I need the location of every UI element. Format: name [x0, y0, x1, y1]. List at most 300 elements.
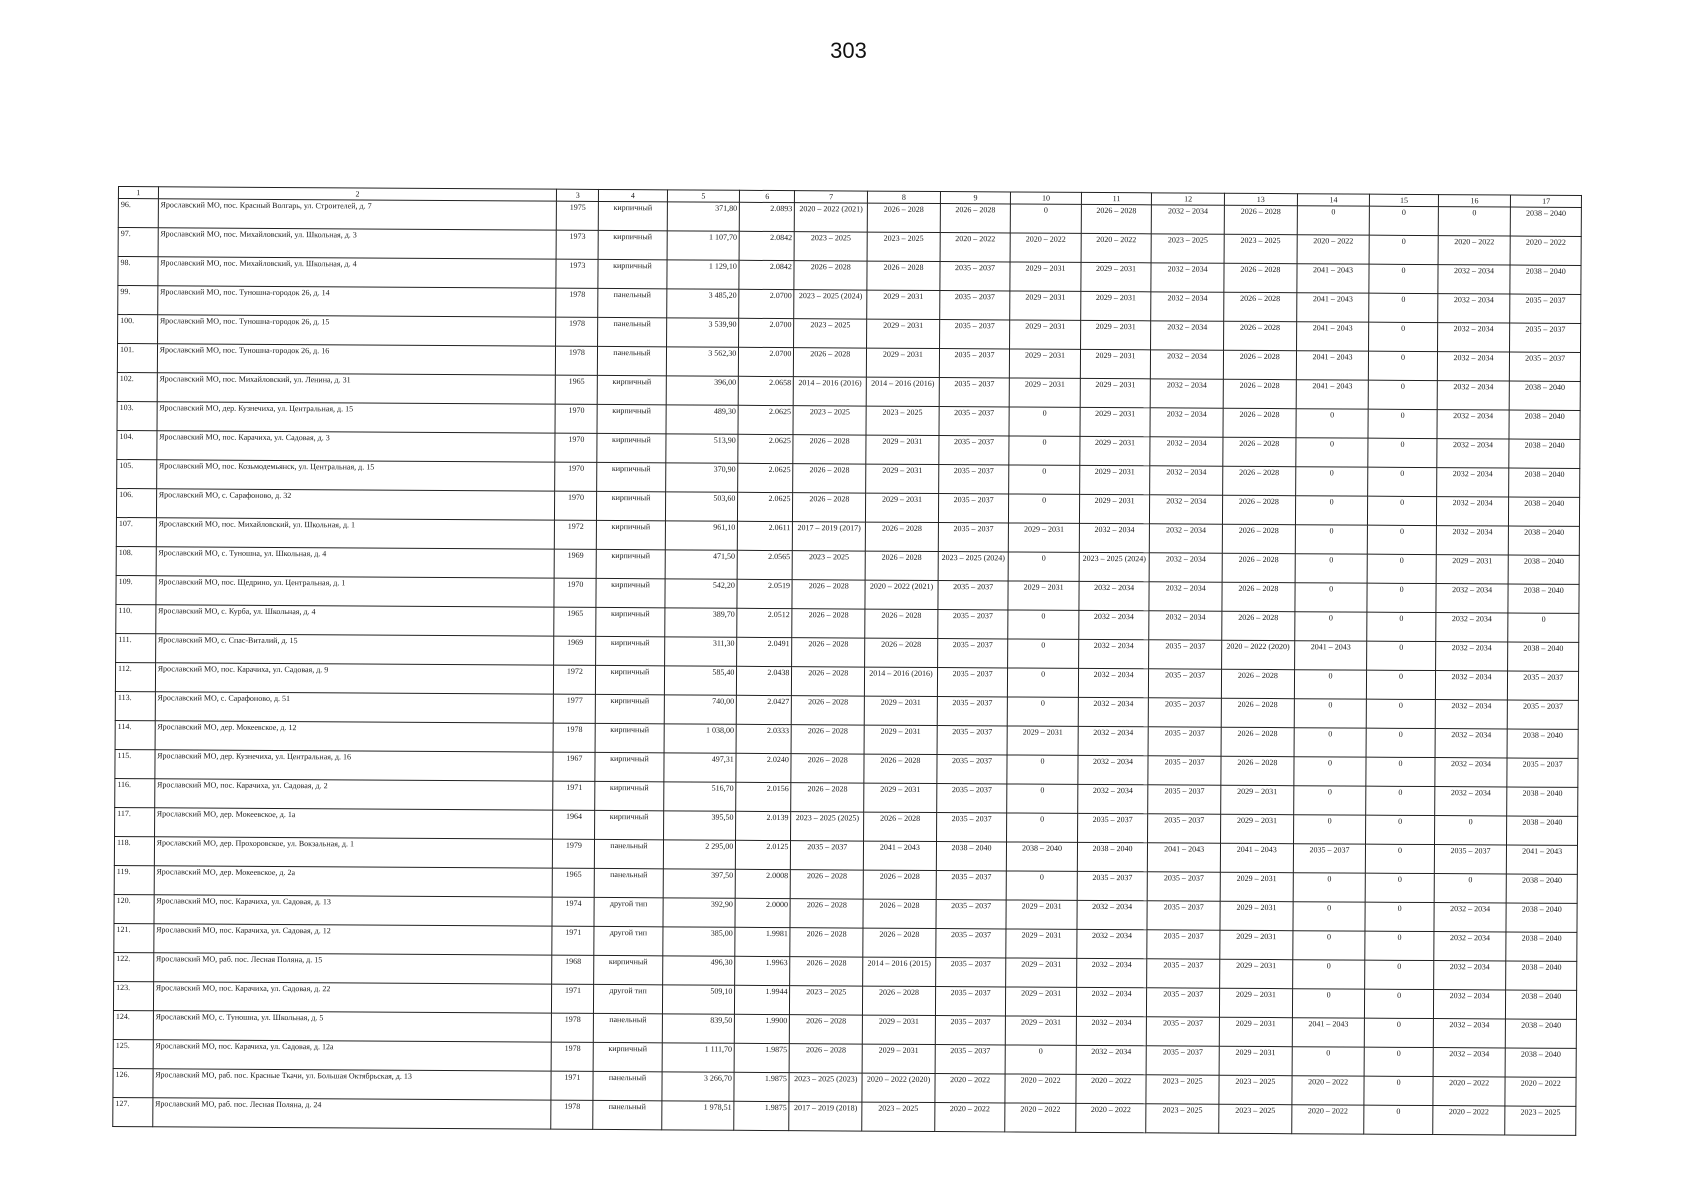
table-cell: 2032 – 2034 [1150, 379, 1223, 408]
table-cell: 2029 – 2031 [1220, 872, 1293, 901]
table-cell: 2029 – 2031 [1080, 378, 1151, 407]
table-cell: 2.0842 [739, 260, 794, 289]
table-cell: 2038 – 2040 [1509, 410, 1580, 439]
table-cell: 2.0700 [739, 318, 794, 347]
table-cell: 2026 – 2028 [792, 638, 865, 667]
table-cell: 2.0240 [736, 753, 791, 782]
table-cell: 2026 – 2028 [791, 783, 864, 812]
table-cell: 1977 [554, 694, 596, 723]
address-cell: Ярославский МО, пос. Михайловский, ул. Школьная, д. 1 [156, 518, 555, 549]
table-cell: 0 [1293, 786, 1366, 815]
table-cell: 2029 – 2031 [866, 348, 939, 377]
table-cell: 2032 – 2034 [1435, 758, 1508, 787]
table-cell: 2038 – 2040 [1505, 1048, 1576, 1077]
table-cell: 1975 [557, 201, 599, 230]
table-cell: 3 266,70 [662, 1072, 735, 1101]
table-cell: 2026 – 2028 [865, 522, 938, 551]
table-cell: 2023 – 2025 [790, 986, 863, 1015]
table-cell: 2032 – 2034 [1435, 642, 1508, 671]
table-cell: 0 [1368, 496, 1436, 525]
table-cell: 2.0893 [740, 202, 795, 231]
table-cell: 2035 – 2037 [937, 755, 1008, 784]
table-cell: 2023 – 2025 (2024) [1079, 552, 1150, 581]
table-cell: 370,90 [665, 463, 738, 492]
table-cell: 2038 – 2040 [1511, 207, 1582, 236]
table-cell: 2023 – 2025 [1151, 234, 1224, 263]
table-cell: 2035 – 2037 [1148, 814, 1221, 843]
table-cell: 2020 – 2022 [1291, 1105, 1364, 1134]
table-cell: 0 [1367, 612, 1435, 641]
table-cell: 0 [1297, 206, 1370, 235]
address-cell: Ярославский МО, дер. Кузнечиха, ул. Центральная, д. 16 [155, 750, 554, 781]
table-cell: 2032 – 2034 [1152, 205, 1225, 234]
table-cell: 1.9963 [735, 956, 790, 985]
address-cell: Ярославский МО, пос. Карачиха, ул. Садовая, д. 12 [153, 924, 552, 955]
row-number-cell: 122. [114, 952, 154, 981]
table-cell: 1965 [553, 868, 595, 897]
table-cell: 2035 – 2037 [1149, 669, 1222, 698]
table-cell: 2032 – 2034 [1435, 700, 1508, 729]
table-cell: 2020 – 2022 [1510, 236, 1581, 265]
table-cell: 2038 – 2040 [1077, 842, 1148, 871]
table-cell: 2032 – 2034 [1435, 671, 1508, 700]
row-number-cell: 126. [113, 1068, 153, 1097]
table-cell: 2020 – 2022 [1005, 1103, 1076, 1132]
table-cell: 2.0333 [736, 724, 791, 753]
table-cell: 2023 – 2025 [1146, 1075, 1219, 1104]
table-cell: 0 [1370, 206, 1438, 235]
table-cell: 2014 – 2016 (2016) [866, 377, 939, 406]
table-cell: 2035 – 2037 [1149, 640, 1222, 669]
table-cell: 2038 – 2040 [1509, 555, 1580, 584]
table-cell: кирпичный [597, 491, 665, 520]
table-cell: 497,31 [663, 753, 736, 782]
table-cell: кирпичный [596, 549, 664, 578]
row-number-cell: 127. [113, 1097, 153, 1126]
table-cell: 2041 – 2043 [1220, 843, 1293, 872]
table-cell: 0 [1364, 1105, 1432, 1134]
table-cell: 2026 – 2028 [791, 725, 864, 754]
table-cell: 2032 – 2034 [1079, 610, 1150, 639]
table-cell: 2032 – 2034 [1077, 784, 1148, 813]
table-cell: 2035 – 2037 [936, 813, 1007, 842]
table-cell: 2038 – 2040 [1007, 842, 1078, 871]
table-cell: 2029 – 2031 [1009, 378, 1080, 407]
table-cell: 2017 – 2019 (2018) [789, 1102, 862, 1131]
table-cell: 2023 – 2025 [1224, 234, 1297, 263]
table-cell: 0 [1295, 583, 1368, 612]
table-cell: кирпичный [597, 433, 665, 462]
table-cell: 2026 – 2028 [865, 551, 938, 580]
table-cell: 2035 – 2037 [939, 407, 1010, 436]
table-cell: 2032 – 2034 [1078, 639, 1149, 668]
table-cell: 2026 – 2028 [863, 870, 936, 899]
table-cell: 2038 – 2040 [1506, 1019, 1577, 1048]
table-cell: 2029 – 2031 [1436, 555, 1509, 584]
table-cell: 1978 [552, 1013, 594, 1042]
table-cell: 2029 – 2031 [1219, 988, 1292, 1017]
address-cell: Ярославский МО, пос. Красный Волгарь, ул. Строителей, д. 7 [158, 199, 557, 230]
table-cell: 2023 – 2025 [1505, 1106, 1576, 1135]
table-cell: 2029 – 2031 [1219, 1046, 1292, 1075]
address-cell: Ярославский МО, с. Туношна, ул. Школьная, д. 5 [153, 1011, 552, 1042]
address-cell: Ярославский МО, с. Курба, ул. Школьная, д. 4 [155, 605, 554, 636]
table-cell: 1978 [556, 317, 598, 346]
table-cell: 2026 – 2028 [1221, 669, 1294, 698]
column-number-header: 9 [940, 192, 1011, 204]
table-cell: 1 978,51 [661, 1101, 734, 1130]
table-cell: кирпичный [599, 201, 667, 230]
row-number-cell: 116. [115, 778, 155, 807]
table-cell: 2.0491 [737, 637, 792, 666]
table-cell: 2041 – 2043 [1507, 845, 1578, 874]
table-cell: 2032 – 2034 [1151, 292, 1224, 321]
address-cell: Ярославский МО, пос. Щедрино, ул. Центральная, д. 1 [156, 576, 555, 607]
table-cell: кирпичный [595, 752, 663, 781]
table-cell: 509,10 [662, 985, 735, 1014]
table-cell: 311,30 [664, 637, 737, 666]
table-cell: 1970 [555, 404, 597, 433]
table-cell: 2032 – 2034 [1437, 410, 1510, 439]
table-cell: 0 [1007, 813, 1078, 842]
table-cell: 2035 – 2037 [938, 494, 1009, 523]
table-cell: 2.0658 [738, 376, 793, 405]
table-cell: 0 [1293, 815, 1366, 844]
table-cell: 1979 [553, 839, 595, 868]
table-cell: 2035 – 2037 [939, 378, 1010, 407]
row-number-cell: 111. [116, 633, 156, 662]
table-cell: панельный [598, 346, 666, 375]
row-number-cell: 121. [114, 923, 154, 952]
table-cell: 2041 – 2043 [863, 841, 936, 870]
table-cell: 489,30 [666, 405, 739, 434]
table-cell: 0 [1008, 610, 1079, 639]
table-cell: 2.0625 [738, 492, 793, 521]
table-cell: кирпичный [596, 607, 664, 636]
table-cell: панельный [598, 288, 666, 317]
table-cell: 2.0625 [738, 434, 793, 463]
table-cell: 2026 – 2028 [864, 754, 937, 783]
table-cell: 2029 – 2031 [866, 435, 939, 464]
table-cell: 2029 – 2031 [1079, 465, 1150, 494]
table-cell: 2020 – 2022 (2020) [1222, 640, 1295, 669]
table-cell: 0 [1434, 874, 1507, 903]
table-cell: 2026 – 2028 [790, 899, 863, 928]
table-cell: 0 [1365, 1018, 1433, 1047]
table-cell: 1 111,70 [662, 1043, 735, 1072]
table-cell: 0 [1009, 436, 1080, 465]
table-cell: 2026 – 2028 [1224, 321, 1297, 350]
table-cell: 2026 – 2028 [793, 493, 866, 522]
table-cell: 0 [1508, 613, 1579, 642]
row-number-cell: 119. [114, 865, 154, 894]
table-cell: 2035 – 2037 [939, 291, 1010, 320]
table-cell: 2038 – 2040 [1507, 874, 1578, 903]
table-cell: 0 [1434, 816, 1507, 845]
table-cell: 2026 – 2028 [863, 986, 936, 1015]
table-cell: 2026 – 2028 [1222, 553, 1295, 582]
table-cell: 0 [1292, 960, 1365, 989]
table-cell: 2026 – 2028 [789, 1044, 862, 1073]
table-cell: 2035 – 2037 [1508, 700, 1579, 729]
register-body [113, 187, 1582, 1136]
table-cell: 2032 – 2034 [1076, 1016, 1147, 1045]
table-cell: 2.0512 [737, 608, 792, 637]
table-cell: кирпичный [596, 578, 664, 607]
row-number-cell: 110. [116, 604, 156, 633]
row-number-cell: 109. [116, 575, 156, 604]
table-cell: панельный [593, 1100, 661, 1129]
table-cell: 2026 – 2028 [792, 609, 865, 638]
table-cell: 2035 – 2037 [935, 987, 1006, 1016]
table-cell: 2035 – 2037 [937, 697, 1008, 726]
address-cell: Ярославский МО, пос. Туношна-городок 26, д. 14 [157, 286, 556, 317]
table-cell: 2020 – 2022 [1438, 236, 1511, 265]
table-cell: 2023 – 2025 (2024) [794, 290, 867, 319]
address-cell: Ярославский МО, дер. Мокеевское, д. 2а [154, 866, 553, 897]
row-number-cell: 112. [115, 662, 155, 691]
table-cell: 2032 – 2034 [1151, 321, 1224, 350]
table-cell: 2023 – 2025 [1219, 1075, 1292, 1104]
table-cell: 2035 – 2037 [791, 841, 864, 870]
table-cell: 2026 – 2028 [1222, 495, 1295, 524]
table-cell: 389,70 [664, 608, 737, 637]
table-cell: 2.0519 [737, 579, 792, 608]
table-cell: 0 [1365, 902, 1433, 931]
table-cell: 0 [1293, 902, 1366, 931]
table-cell: 1970 [555, 462, 597, 491]
table-cell: 2035 – 2037 [938, 523, 1009, 552]
table-cell: 2029 – 2031 [1080, 320, 1151, 349]
table-cell: 1965 [556, 375, 598, 404]
table-cell: 1971 [551, 1071, 593, 1100]
row-number-cell: 106. [116, 488, 156, 517]
address-cell: Ярославский МО, с. Сарафоново, д. 51 [155, 692, 554, 723]
table-cell: 2020 – 2022 [1081, 233, 1152, 262]
table-cell: панельный [595, 839, 663, 868]
table-cell: 0 [1008, 639, 1079, 668]
table-cell: 2032 – 2034 [1076, 958, 1147, 987]
table-cell: 2032 – 2034 [1077, 929, 1148, 958]
table-cell: другой тип [594, 897, 662, 926]
table-cell: 2029 – 2031 [864, 696, 937, 725]
table-cell: 2020 – 2022 [935, 1103, 1006, 1132]
table-cell: кирпичный [596, 694, 664, 723]
table-cell: 2032 – 2034 [1076, 1045, 1147, 1074]
table-cell: 2.0700 [739, 289, 794, 318]
table-cell: 2026 – 2028 [1223, 350, 1296, 379]
table-cell: 2038 – 2040 [1510, 265, 1581, 294]
table-cell: 2032 – 2034 [1434, 903, 1507, 932]
table-cell: 2029 – 2031 [1010, 320, 1081, 349]
row-number-cell: 105. [117, 459, 157, 488]
table-cell: 2029 – 2031 [1080, 291, 1151, 320]
table-cell: 0 [1008, 668, 1079, 697]
table-cell: 2023 – 2025 (2023) [789, 1073, 862, 1102]
table-cell: 0 [1438, 207, 1511, 236]
table-cell: 2026 – 2028 [1221, 756, 1294, 785]
table-cell: 2038 – 2040 [1506, 932, 1577, 961]
table-cell: 1978 [554, 723, 596, 752]
row-number-cell: 113. [115, 691, 155, 720]
table-cell: 2029 – 2031 [1080, 349, 1151, 378]
table-cell: 1970 [554, 578, 596, 607]
table-cell: 2038 – 2040 [1506, 990, 1577, 1019]
table-cell: 2032 – 2034 [1436, 584, 1509, 613]
table-cell: 2035 – 2037 [1147, 959, 1220, 988]
table-cell: 0 [1369, 264, 1437, 293]
table-cell: 2026 – 2028 [1221, 727, 1294, 756]
column-number-header: 17 [1511, 195, 1582, 207]
table-cell: 0 [1364, 1076, 1432, 1105]
table-cell: 1.9875 [734, 1101, 789, 1130]
table-cell: 2041 – 2043 [1296, 380, 1369, 409]
table-cell: 2032 – 2034 [1437, 381, 1510, 410]
table-cell: 2026 – 2028 [867, 261, 940, 290]
table-cell: 0 [1366, 757, 1434, 786]
table-cell: 2032 – 2034 [1150, 437, 1223, 466]
table-cell: 2.0156 [736, 782, 791, 811]
table-cell: 2032 – 2034 [1150, 495, 1223, 524]
table-cell: 2.0611 [738, 521, 793, 550]
row-number-cell: 108. [116, 546, 156, 575]
table-cell: 2026 – 2028 [1221, 698, 1294, 727]
table-cell: 2020 – 2022 [1432, 1106, 1505, 1135]
table-cell: 2029 – 2031 [866, 464, 939, 493]
table-cell: 0 [1008, 552, 1079, 581]
table-cell: 2032 – 2034 [1150, 524, 1223, 553]
page-number: 303 [830, 38, 867, 63]
table-cell: 2035 – 2037 [1147, 930, 1220, 959]
table-cell: 0 [1369, 322, 1437, 351]
address-cell: Ярославский МО, пос. Карачиха, ул. Садовая, д. 2 [154, 779, 553, 810]
row-number-cell: 114. [115, 720, 155, 749]
row-number-cell: 125. [113, 1039, 153, 1068]
table-cell: 2026 – 2028 [791, 870, 864, 899]
table-cell: 0 [1005, 1045, 1076, 1074]
table-cell: 2035 – 2037 [939, 320, 1010, 349]
table-cell: 1971 [553, 781, 595, 810]
table-cell: 2023 – 2025 [792, 551, 865, 580]
table-cell: 2035 – 2037 [1149, 698, 1222, 727]
table-cell: 2026 – 2028 [793, 464, 866, 493]
table-cell: 2026 – 2028 [863, 899, 936, 928]
table-cell: 2029 – 2031 [1221, 785, 1294, 814]
table-cell: 2029 – 2031 [1080, 436, 1151, 465]
table-cell: 2032 – 2034 [1433, 990, 1506, 1019]
table-cell: 0 [1009, 494, 1080, 523]
table-cell: 2026 – 2028 [1224, 263, 1297, 292]
table-cell: 0 [1365, 931, 1433, 960]
table-cell: 2035 – 2037 [1147, 988, 1220, 1017]
table-cell: 2029 – 2031 [1006, 987, 1077, 1016]
table-cell: 2020 – 2022 [1005, 1074, 1076, 1103]
table-cell: 2026 – 2028 [1224, 205, 1297, 234]
row-number-cell: 118. [114, 836, 154, 865]
table-cell: 2020 – 2022 (2020) [862, 1073, 935, 1102]
table-cell: 2026 – 2028 [1223, 408, 1296, 437]
address-cell: Ярославский МО, раб. пос. Лесная Поляна, д. 15 [153, 953, 552, 984]
table-cell: 2032 – 2034 [1437, 294, 1510, 323]
table-cell: 2020 – 2022 (2021) [795, 203, 868, 232]
table-cell: 392,90 [663, 898, 736, 927]
table-cell: 2032 – 2034 [1150, 466, 1223, 495]
table-cell: 371,80 [667, 202, 740, 231]
table-cell: 2035 – 2037 [1077, 813, 1148, 842]
table-cell: 0 [1011, 204, 1082, 233]
table-cell: панельный [598, 317, 666, 346]
table-cell: 2032 – 2034 [1434, 787, 1507, 816]
table-cell: панельный [594, 868, 662, 897]
table-cell: 2038 – 2040 [1509, 526, 1580, 555]
table-cell: 2023 – 2025 (2025) [791, 812, 864, 841]
row-number-cell: 115. [115, 749, 155, 778]
table-cell: 2038 – 2040 [1506, 961, 1577, 990]
table-cell: 1974 [552, 897, 594, 926]
table-cell: 2029 – 2031 [1006, 958, 1077, 987]
table-cell: панельный [594, 1013, 662, 1042]
table-cell: кирпичный [595, 810, 663, 839]
table-cell: 2029 – 2031 [1220, 930, 1293, 959]
table-cell: 3 485,20 [666, 289, 739, 318]
address-cell: Ярославский МО, с. Туношна, ул. Школьная, д. 4 [156, 547, 555, 578]
table-cell: 2023 – 2025 [862, 1102, 935, 1131]
address-cell: Ярославский МО, пос. Карачиха, ул. Садовая, д. 22 [153, 982, 552, 1013]
column-number-header: 16 [1438, 195, 1511, 207]
table-cell: 2032 – 2034 [1149, 582, 1222, 611]
table-cell: 2035 – 2037 [936, 784, 1007, 813]
table-cell: 2017 – 2019 (2017) [793, 522, 866, 551]
table-cell: 2029 – 2031 [862, 1044, 935, 1073]
table-cell: кирпичный [597, 404, 665, 433]
table-cell: 1972 [554, 665, 596, 694]
table-cell: 2035 – 2037 [938, 581, 1009, 610]
table-cell: 2032 – 2034 [1149, 553, 1222, 582]
table-cell: 1 107,70 [667, 231, 740, 260]
table-cell: 2035 – 2037 [936, 871, 1007, 900]
table-cell: 1970 [555, 491, 597, 520]
table-cell: 1969 [554, 636, 596, 665]
address-cell: Ярославский МО, раб. пос. Лесная Поляна, д. 24 [152, 1098, 551, 1129]
table-cell: 0 [1008, 697, 1079, 726]
table-cell: кирпичный [598, 230, 666, 259]
table-cell: 2.0125 [736, 840, 791, 869]
table-cell: 0 [1006, 871, 1077, 900]
table-cell: 839,50 [662, 1014, 735, 1043]
address-cell: Ярославский МО, пос. Михайловский, ул. Школьная, д. 3 [158, 228, 557, 259]
table-cell: 2.0438 [737, 666, 792, 695]
column-number-header: 5 [667, 190, 740, 202]
column-number-header: 14 [1297, 194, 1370, 206]
column-number-header: 2 [158, 187, 557, 201]
table-cell: другой тип [594, 926, 662, 955]
address-cell: Ярославский МО, пос. Михайловский, ул. Школьная, д. 4 [158, 257, 557, 288]
address-cell: Ярославский МО, с. Сарафоново, д. 32 [156, 489, 555, 520]
table-cell: 0 [1294, 757, 1367, 786]
table-cell: 2032 – 2034 [1150, 408, 1223, 437]
table-cell: кирпичный [596, 636, 664, 665]
address-cell: Ярославский МО, пос. Карачиха, ул. Садовая, д. 13 [154, 895, 553, 926]
table-cell: 0 [1295, 467, 1368, 496]
table-cell: 2041 – 2043 [1297, 264, 1370, 293]
address-cell: Ярославский МО, дер. Кузнечиха, ул. Центральная, д. 15 [157, 402, 556, 433]
address-cell: Ярославский МО, с. Спас-Виталий, д. 15 [155, 634, 554, 665]
table-cell: 2014 – 2016 (2016) [794, 377, 867, 406]
table-cell: 2020 – 2022 [940, 233, 1011, 262]
register-table [112, 186, 1582, 1136]
table-cell: 2038 – 2040 [1506, 903, 1577, 932]
table-cell: 2.0625 [738, 405, 793, 434]
